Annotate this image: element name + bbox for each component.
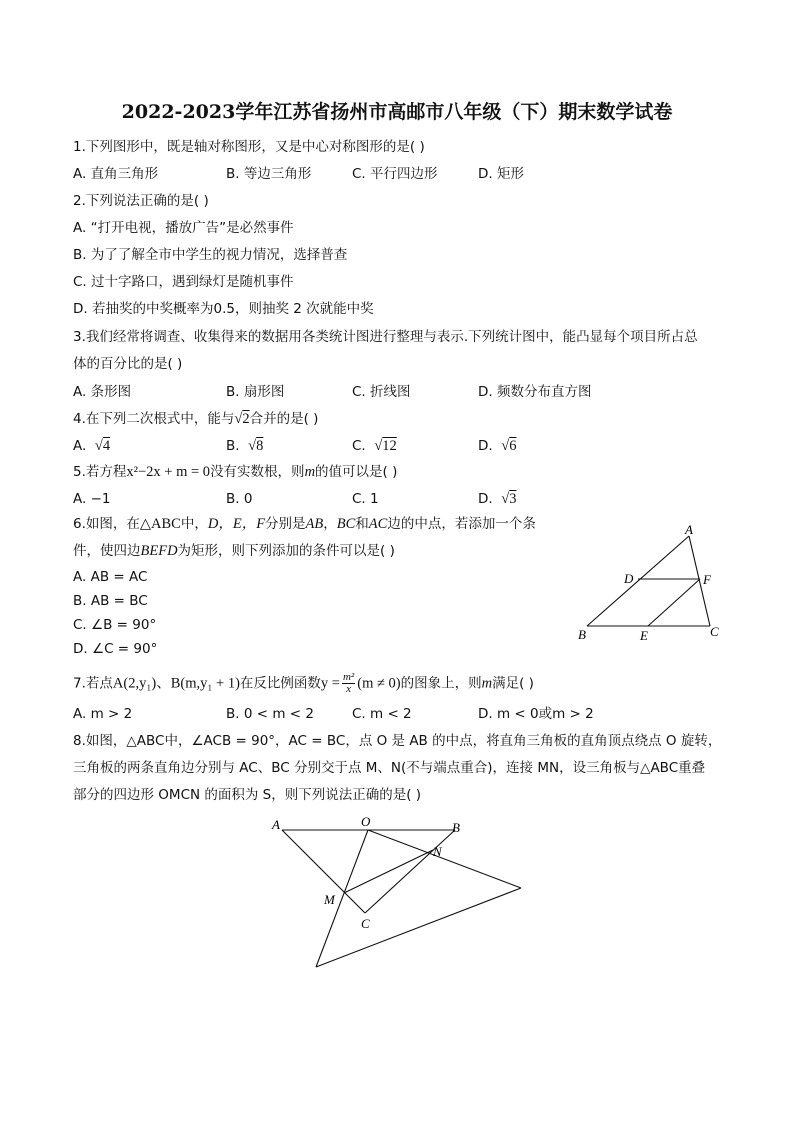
q5-stem-post: 的值可以是( ) xyxy=(315,464,398,480)
q1-stem: 1.下列图形中，既是轴对称图形，又是中心对称图形的是( ) xyxy=(73,139,425,155)
q7-fraction xyxy=(342,672,355,695)
q6-seg-bc: BC xyxy=(336,516,356,532)
q4-option-a xyxy=(73,437,110,455)
q6-option-d: D. ∠C = 90° xyxy=(73,641,158,657)
q4-option-d-letter: D. xyxy=(478,438,493,454)
q4-option-c-letter: C. xyxy=(352,438,366,454)
q6-option-a: A. AB = AC xyxy=(73,569,148,585)
q7-stem xyxy=(73,672,534,695)
q2-option-b: B. 为了了解全市中学生的视力情况，选择普查 xyxy=(73,247,348,263)
q8-label-c: C xyxy=(361,916,370,931)
q6-seg-ac: AC xyxy=(368,516,388,532)
q8-triangle-hypotenuse xyxy=(316,888,521,967)
q3-stem-line2: 体的百分比的是( ) xyxy=(73,356,183,372)
q5-var: m xyxy=(304,464,316,480)
q8-label-o: O xyxy=(361,814,371,829)
q6-points: D，E，F xyxy=(207,516,266,532)
q4-option-d-radicand: 6 xyxy=(509,438,517,454)
q4-option-c xyxy=(352,437,397,455)
q6-text-post: 边的中点，若添加一个条 xyxy=(387,516,536,532)
q5-stem-pre: 5.若方程 xyxy=(73,464,127,480)
sqrt-icon: √ xyxy=(94,438,103,454)
q8-label-m: M xyxy=(324,892,335,907)
q5-option-d xyxy=(478,490,517,508)
q6-line2-pre: 件，使四边 xyxy=(73,543,141,559)
q6-option-b: B. AB = BC xyxy=(73,593,148,609)
q4-option-b-letter: B. xyxy=(226,438,240,454)
q6-and: 和 xyxy=(355,516,369,532)
q8-label-a: A xyxy=(272,817,280,832)
q6-label-b: B xyxy=(578,627,586,642)
q3-stem-line1: 3.我们经常将调查、收集得来的数据用各类统计图进行整理与表示.下列统计图中，能凸显每个项目所占总 xyxy=(73,329,698,345)
q8-label-b: B xyxy=(452,820,460,835)
q6-text-mid2: 分别是 xyxy=(265,516,306,532)
exam-title: 2022-2023学年江苏省扬州市高邮市八年级（下）期末数学试卷 xyxy=(121,101,673,123)
q4-option-c-radicand: 12 xyxy=(382,438,397,454)
q8-label-n: N xyxy=(433,844,442,859)
q1-option-a: A. 直角三角形 xyxy=(73,166,159,182)
q6-label-f: F xyxy=(703,572,711,587)
q8-triangle-leg-2 xyxy=(368,830,521,888)
q7-points: A(2,y₁)、B(m,y₁ + 1) xyxy=(112,675,240,692)
q7-stem-mid2: 的图象上，则 xyxy=(400,675,482,692)
q7-option-a: A. m > 2 xyxy=(73,706,133,722)
q8-seg-mn xyxy=(344,850,433,893)
q6-stem-line1 xyxy=(73,515,536,533)
q5-option-d-letter: D. xyxy=(478,491,493,507)
q5-stem xyxy=(73,463,397,481)
q5-equation: x²−2x + m = 0 xyxy=(126,464,211,480)
q6-label-c: C xyxy=(710,624,719,639)
q4-stem xyxy=(73,410,318,428)
q6-line2-post: 为矩形，则下列添加的条件可以是( ) xyxy=(177,543,395,559)
q6-triangle: △ABC xyxy=(139,516,181,532)
q4-stem-pre: 4.在下列二次根式中，能与 xyxy=(73,411,235,427)
q3-option-c: C. 折线图 xyxy=(352,384,411,400)
q1-option-c: C. 平行四边形 xyxy=(352,166,438,182)
q7-var: m xyxy=(481,675,493,692)
q8-stem-line3: 部分的四边形 OMCN 的面积为 S，则下列说法正确的是( ) xyxy=(73,787,422,803)
q8-figure xyxy=(262,810,532,975)
sqrt-icon: √ xyxy=(501,491,510,507)
q4-option-d xyxy=(478,437,517,455)
q6-quad: BEFD xyxy=(140,543,178,559)
q5-option-c: C. 1 xyxy=(352,491,379,507)
q7-stem-pre: 7.若点 xyxy=(73,675,113,692)
q6-text-pre: 6.如图，在 xyxy=(73,516,140,532)
q1-option-d: D. 矩形 xyxy=(478,166,524,182)
sqrt-icon: √ xyxy=(248,438,257,454)
q2-option-d: D. 若抽奖的中奖概率为0.5，则抽奖 2 次就能中奖 xyxy=(73,301,374,317)
q7-func-lhs: y = xyxy=(320,675,340,692)
q6-label-e: E xyxy=(640,628,648,643)
q8-stem-line1: 8.如图，△ABC中，∠ACB = 90°，AC = BC，点 O 是 AB 的中点，将直角三角板的直角顶点绕点 O 旋转， xyxy=(73,733,722,749)
q7-func-cond: (m ≠ 0) xyxy=(357,675,401,692)
q6-stem-line2 xyxy=(73,542,395,560)
q8-side-bc xyxy=(365,830,455,913)
q4-stem-post: 合并的是( ) xyxy=(249,411,319,427)
q2-stem: 2.下列说法正确的是( ) xyxy=(73,193,209,209)
q6-figure xyxy=(570,518,730,646)
q6-label-a: A xyxy=(685,522,693,537)
q6-side-ab xyxy=(587,536,689,626)
q4-stem-radicand: 2 xyxy=(242,411,250,427)
q4-option-a-radicand: 4 xyxy=(102,438,111,454)
q2-option-a: A. “打开电视，播放广告”是必然事件 xyxy=(73,220,294,236)
q6-comma: ， xyxy=(323,516,337,532)
q4-option-b xyxy=(226,437,263,455)
q5-stem-mid: 没有实数根，则 xyxy=(210,464,305,480)
q7-option-c: C. m < 2 xyxy=(352,706,412,722)
q7-func-num: m² xyxy=(342,671,355,683)
q6-option-c: C. ∠B = 90° xyxy=(73,617,157,633)
q7-func-den: x xyxy=(346,683,352,695)
q2-option-c: C. 过十字路口，遇到绿灯是随机事件 xyxy=(73,274,294,290)
sqrt-icon: √ xyxy=(501,438,510,454)
q4-option-b-radicand: 8 xyxy=(256,438,264,454)
q7-stem-mid: 在反比例函数 xyxy=(239,675,321,692)
q7-option-b: B. 0 < m < 2 xyxy=(226,706,314,722)
q4-option-a-letter: A. xyxy=(73,438,87,454)
q7-stem-post: 满足( ) xyxy=(492,675,534,692)
q8-stem-line2: 三角板的两条直角边分别与 AC、BC 分别交于点 M、N(不与端点重合)，连接 MN，设三角板与△ABC重叠 xyxy=(73,760,706,776)
q5-option-a: A. −1 xyxy=(73,491,111,507)
q3-option-d: D. 频数分布直方图 xyxy=(478,384,592,400)
q3-option-a: A. 条形图 xyxy=(73,384,132,400)
q6-label-d: D xyxy=(624,571,634,586)
q6-text-mid: 中， xyxy=(180,516,208,532)
q6-seg-ab: AB xyxy=(305,516,324,532)
sqrt-icon: √ xyxy=(374,438,383,454)
sqrt-icon: √ xyxy=(234,411,243,427)
q3-option-b: B. 扇形图 xyxy=(226,384,285,400)
q6-seg-fe xyxy=(648,579,700,626)
q5-option-d-radicand: 3 xyxy=(509,491,517,507)
q7-option-d: D. m < 0或m > 2 xyxy=(478,706,594,722)
q5-option-b: B. 0 xyxy=(226,491,253,507)
q1-option-b: B. 等边三角形 xyxy=(226,166,312,182)
